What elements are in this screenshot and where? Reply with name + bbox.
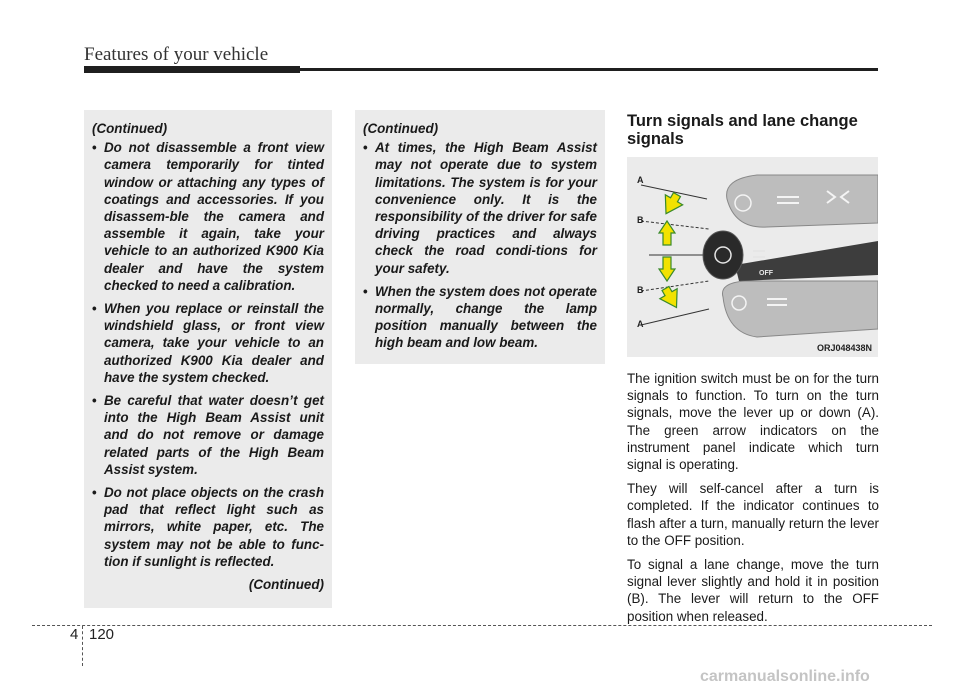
label-a-bottom: A bbox=[637, 319, 644, 329]
caution-item-text: When the system does not operate normally, change the lamp position manually between the high beam and low beam. bbox=[375, 283, 597, 351]
lever-marks bbox=[753, 251, 765, 257]
label-b-top: B bbox=[637, 215, 644, 225]
caution-list bbox=[92, 139, 324, 570]
body-paragraph: To signal a lane change, move the turn signal lever slightly and hold it in position (B). The lever will return to the OFF position when released. bbox=[627, 557, 879, 624]
bullet-icon: • bbox=[92, 393, 97, 409]
label-a-top: A bbox=[637, 175, 644, 185]
lever-knob bbox=[703, 231, 743, 279]
lever-illustration bbox=[627, 157, 878, 357]
turn-signal-lever-figure bbox=[627, 157, 878, 357]
page-header-title: Features of your vehicle bbox=[84, 44, 269, 65]
caution-item-text: Do not place objects on the crash pad that reflect light such as mirrors, white paper, etc. The system may not be able to func-tion if sunlight is reflected. bbox=[104, 485, 324, 569]
bullet-icon: • bbox=[363, 140, 368, 156]
body-paragraph: The ignition switch must be on for the turn signals to function. To turn on the turn signals, move the lever up or down (A). The green arrow indicators on the instrument panel indicate which turn signal is operating. bbox=[627, 371, 879, 473]
continued-label-top: (Continued) bbox=[92, 121, 168, 136]
caution-item bbox=[92, 392, 324, 478]
figure-code: ORJ048438N bbox=[816, 343, 872, 353]
caution-item bbox=[92, 139, 324, 294]
caution-box-continued-1 bbox=[84, 110, 332, 608]
caution-item-text: At times, the High Beam Assist may not operate due to system limitations. The system is for your convenience only. It is the responsibility of the driver for safe driving practices and always check the road condi-tions for your safety. bbox=[375, 140, 597, 276]
watermark: carmanualsonline.info bbox=[700, 668, 870, 685]
continued-label-bottom: (Continued) bbox=[248, 577, 324, 593]
section-title: Turn signals and lane change signals bbox=[627, 112, 858, 148]
header-rule-thin bbox=[300, 68, 878, 71]
footer-divider bbox=[82, 626, 83, 666]
label-b-bottom: B bbox=[637, 285, 644, 295]
caution-item-text: When you replace or reinstall the windshield glass, or front view camera, take your vehicle to an authorized K900 Kia dealer and have the system checked. bbox=[104, 301, 324, 385]
lower-switch-body bbox=[722, 281, 878, 337]
lever-off-label: OFF bbox=[759, 270, 773, 277]
leader-line-b-top bbox=[641, 221, 709, 229]
caution-item bbox=[92, 484, 324, 570]
caution-item bbox=[92, 300, 324, 386]
bullet-icon: • bbox=[92, 140, 97, 156]
page-number: 120 bbox=[89, 626, 115, 643]
bullet-icon: • bbox=[92, 301, 97, 317]
section-number: 4 bbox=[70, 626, 79, 643]
continued-label-top: (Continued) bbox=[363, 121, 439, 136]
caution-item-text: Do not disassemble a front view camera temporarily for tinted window or attaching any types of coatings and accessories. If you disassem-ble the camera and assemble it again, take your vehicle to an authorized K900 Kia dealer and have the system checked to need a calibration. bbox=[104, 140, 324, 293]
turn-signal-lever bbox=[735, 241, 878, 281]
caution-item bbox=[363, 139, 597, 277]
upper-switch-body bbox=[727, 175, 878, 227]
caution-item-text: Be careful that water doesn’t get into the High Beam Assist unit and do not remove or damage related parts of the High Beam Assist system. bbox=[104, 393, 324, 477]
caution-box-continued-2 bbox=[355, 110, 605, 364]
caution-item bbox=[363, 283, 597, 352]
bullet-icon: • bbox=[363, 283, 368, 299]
header-rule-thick bbox=[84, 66, 300, 73]
body-text bbox=[627, 370, 879, 632]
arrow-down-inner-icon bbox=[659, 257, 675, 281]
leader-line-a-bottom bbox=[641, 309, 709, 325]
bullet-icon: • bbox=[92, 485, 97, 501]
caution-list bbox=[363, 139, 597, 351]
body-paragraph: They will self-cancel after a turn is completed. If the indicator continues to flash after a turn, manually return the lever to the OFF position. bbox=[627, 481, 879, 548]
footer-rule bbox=[32, 625, 932, 626]
